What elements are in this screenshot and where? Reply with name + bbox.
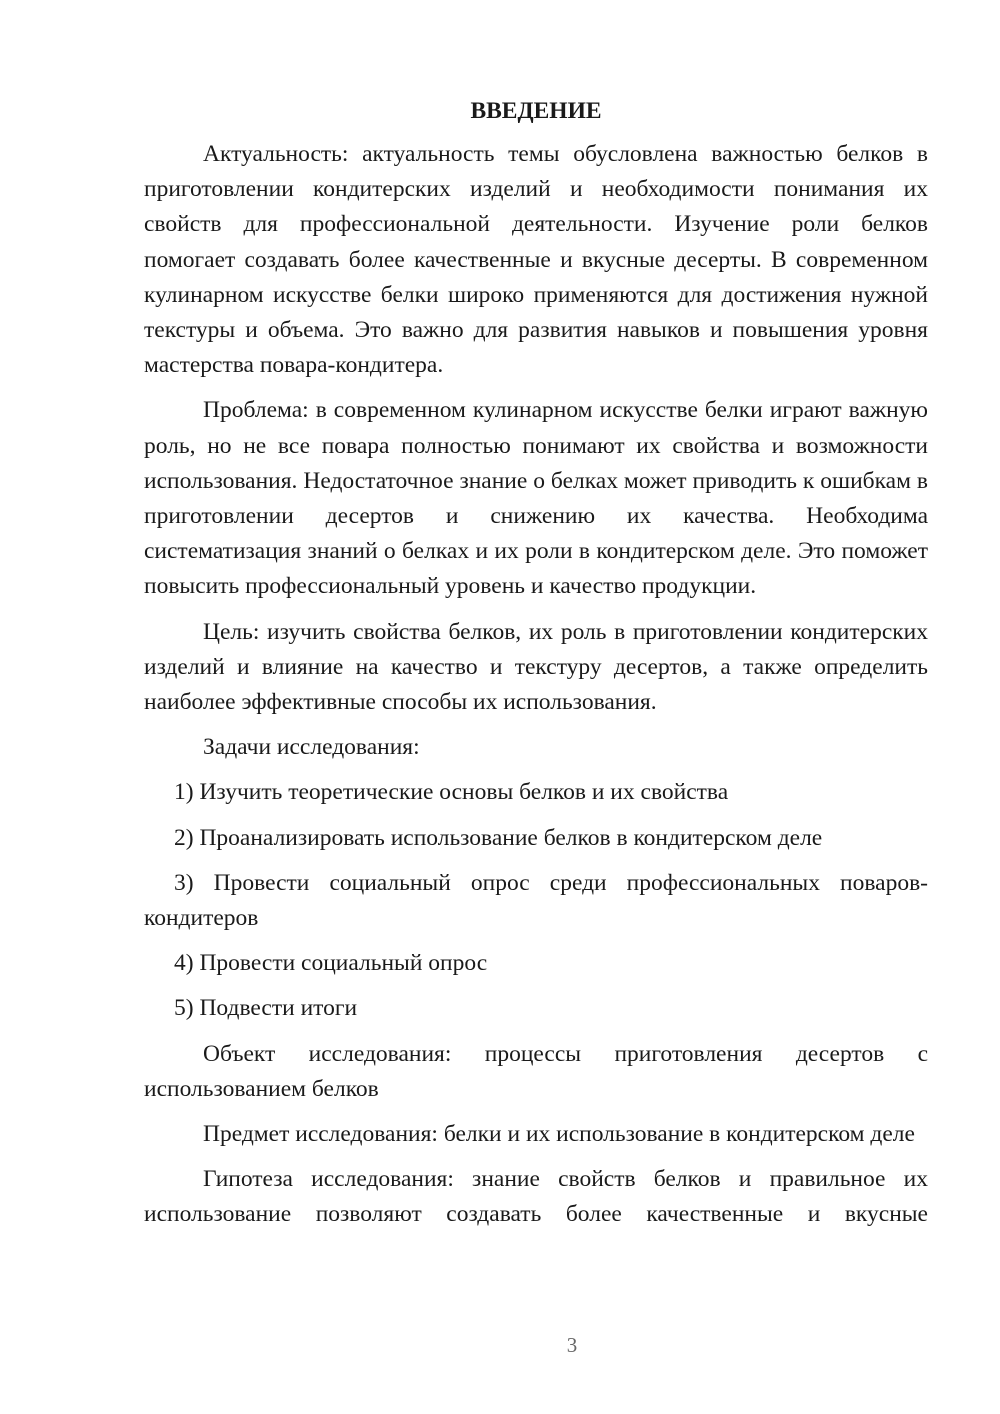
goal-paragraph: Цель: изучить свойства белков, их роль в приготовлении кондитерских изделий и влияние на качество и текстуру десертов, а также определить наиболее эффективные способы их использования. <box>144 618 928 716</box>
task-item-2: 2) Проанализировать использование белков в кондитерском деле <box>174 824 823 851</box>
problem-paragraph: Проблема: в современном кулинарном искусстве белки играют важную роль, но не все повара полностью понимают их свойства и возможности использования. Недостаточное знание о белках может приводить к ошибкам в приготовлении десертов и снижению их качества. Необходима систематизация знаний о белках и их роли в кондитерском деле. Это поможет повысить профессиональный уровень и качество продукции. <box>144 397 928 600</box>
task-item-3: 3) Провести социальный опрос среди профессиональных поваров-кондитеров <box>144 869 928 932</box>
object-paragraph: Объект исследования: процессы приготовления десертов с использованием белков <box>144 1040 928 1102</box>
task-item-5: 5) Подвести итоги <box>174 995 358 1022</box>
relevance-paragraph: Актуальность: актуальность темы обусловлена важностью белков в приготовлении кондитерских изделий и необходимости понимания их свойств для профессиональной деятельности. Изучение роли белков помогает создавать более качественные и вкусные десерты. В современном кулинарном искусстве белки широко применяются для достижения нужной текстуры и объема. Это важно для развития навыков и повышения уровня мастерства повара-кондитера. <box>144 141 928 379</box>
hypothesis-paragraph: Гипотеза исследования: знание свойств белков и правильное их использование позволяют создавать более качественные и вкусные <box>144 1166 928 1228</box>
document-body <box>144 94 928 1243</box>
page-number: 3 <box>566 1333 578 1357</box>
task-item-1: 1) Изучить теоретические основы белков и их свойства <box>174 779 729 806</box>
subject-paragraph: Предмет исследования: белки и их использование в кондитерском деле <box>203 1121 915 1148</box>
tasks-heading: Задачи исследования: <box>203 734 420 761</box>
section-title: ВВЕДЕНИЕ <box>470 98 602 124</box>
task-item-4: 4) Провести социальный опрос <box>174 950 488 977</box>
